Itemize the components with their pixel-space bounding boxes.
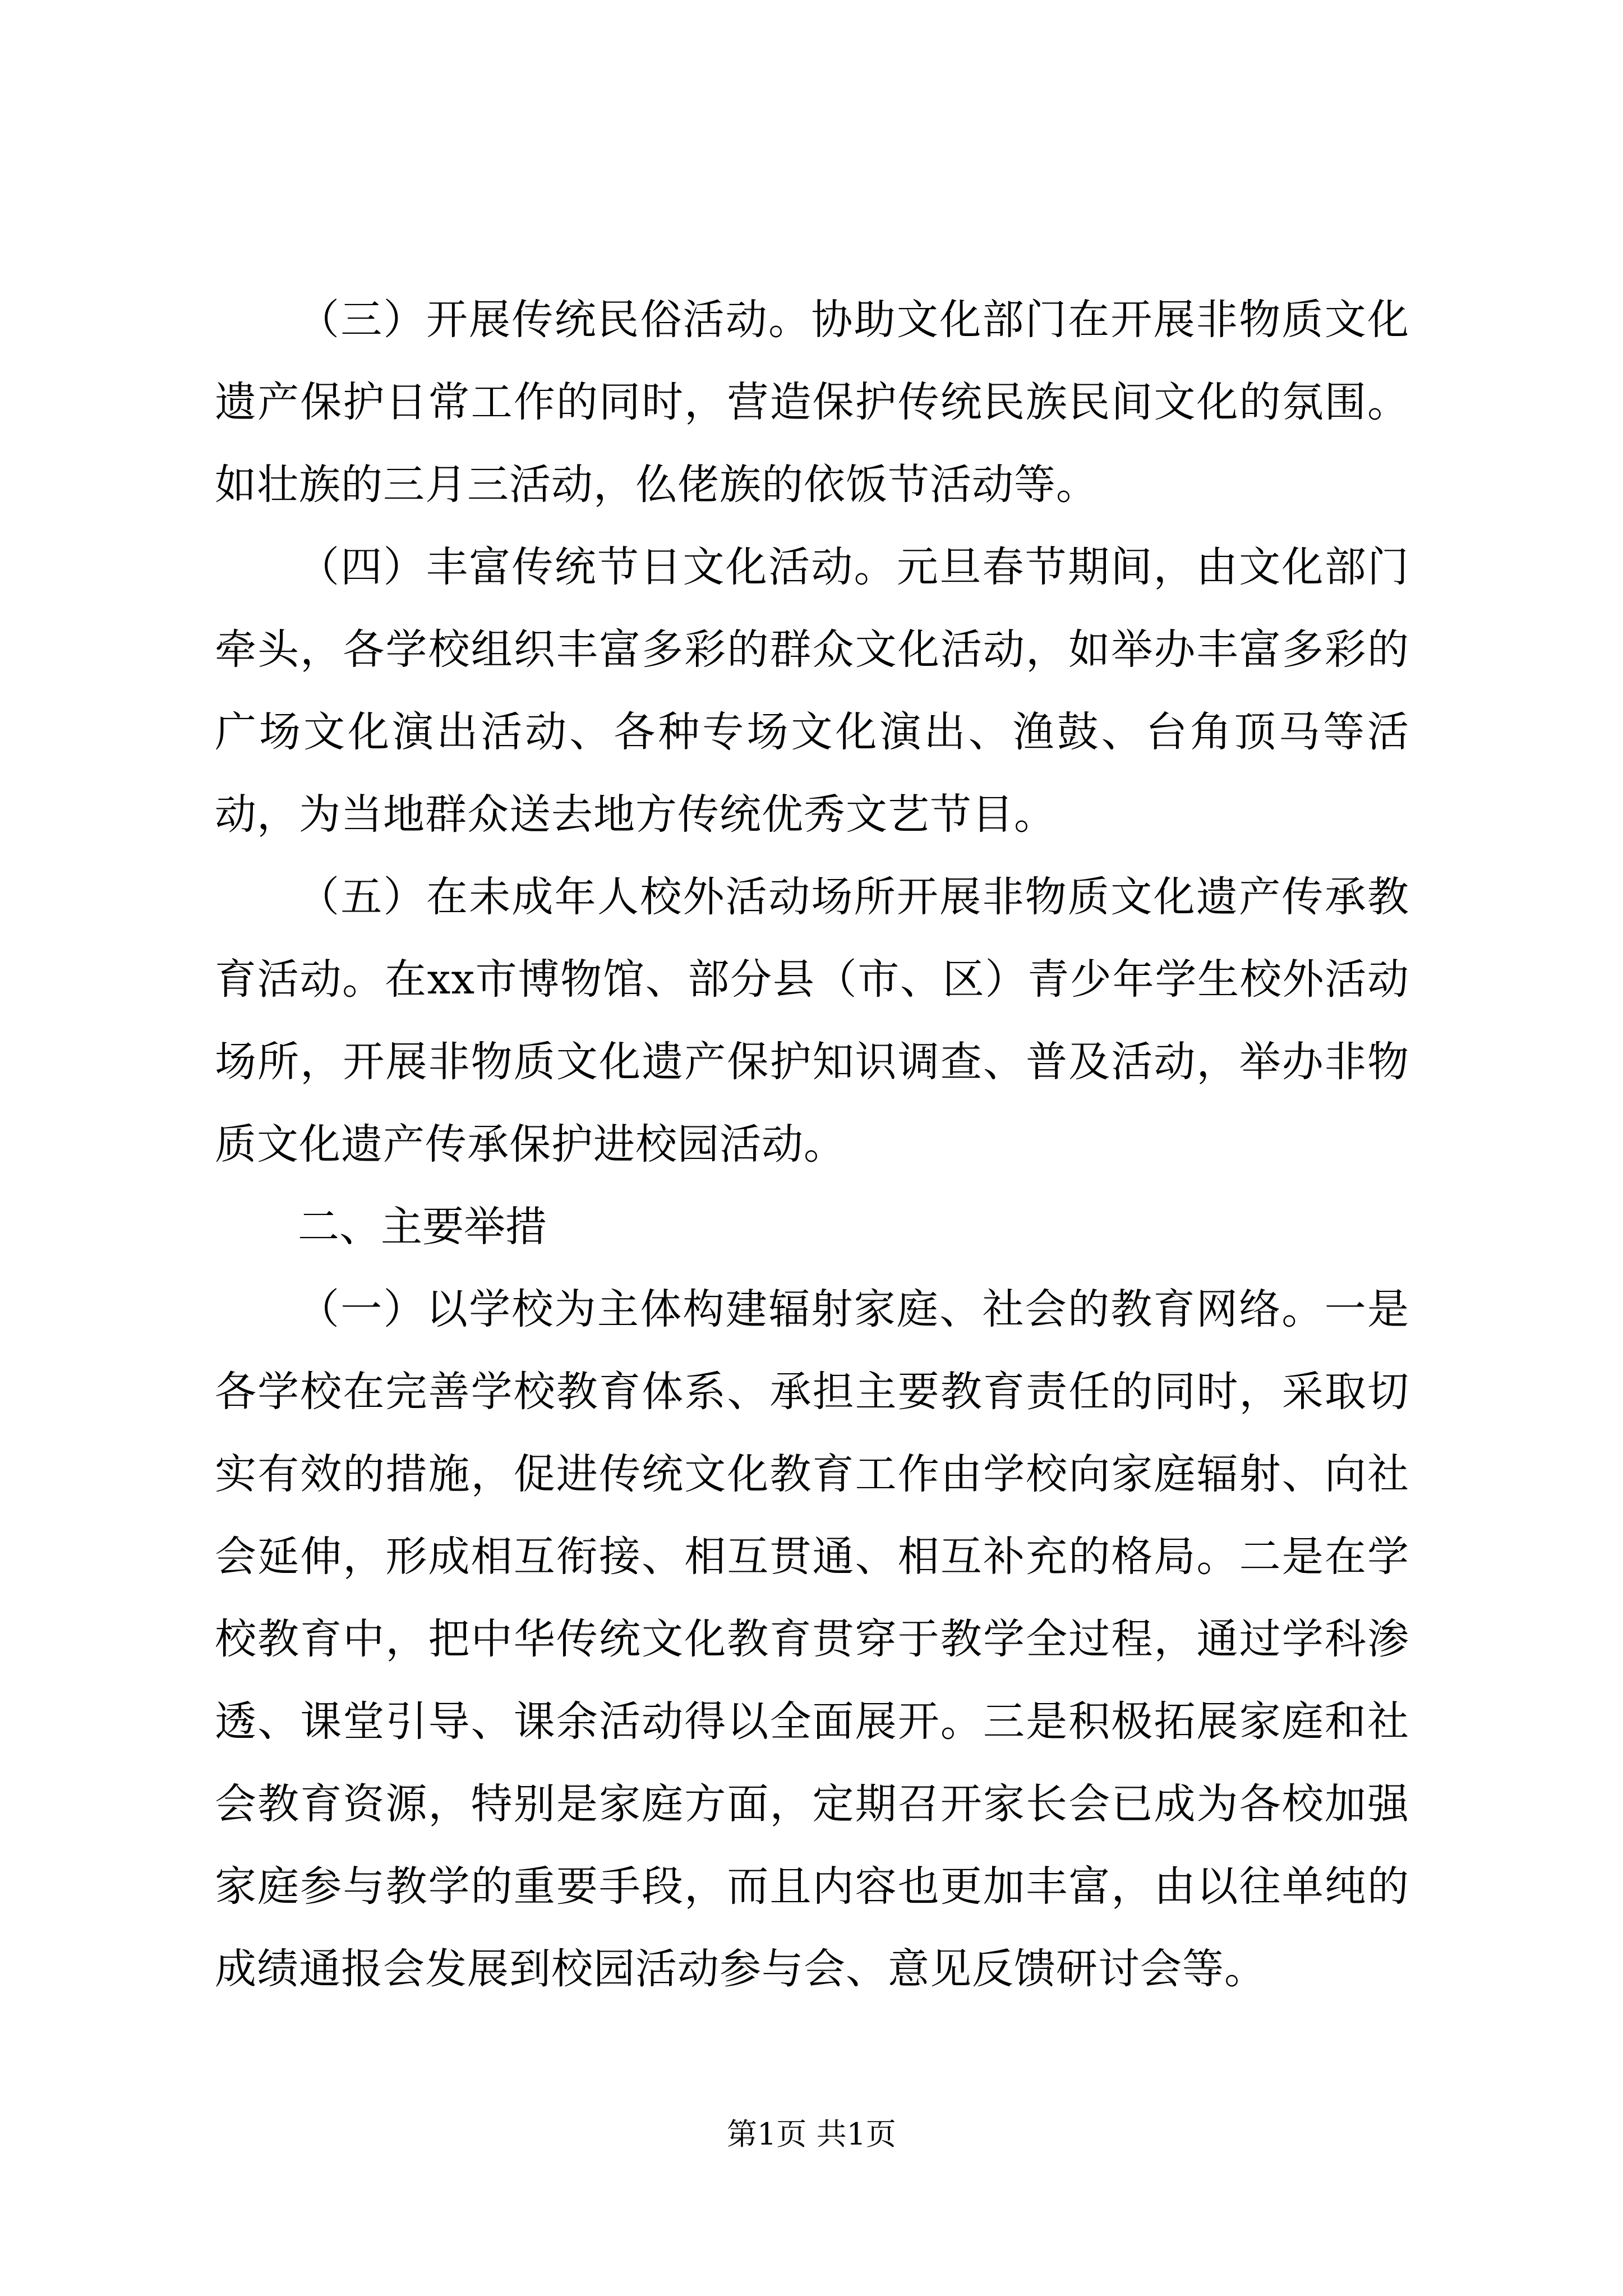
paragraph-heritage-education-activities: （五）在未成年人校外活动场所开展非物质文化遗产传承教育活动。在xx市博物馆、部分县（市、区）青少年学生校外活动场所，开展非物质文化遗产保护知识调查、普及活动，举办非物质文化遗产传承保护进校园活动。 bbox=[215, 873, 1409, 1168]
page-footer: 第1页 共1页 bbox=[727, 2116, 896, 2152]
document-body bbox=[215, 279, 1409, 2010]
paragraph-education-network: （一）以学校为主体构建辐射家庭、社会的教育网络。一是各学校在完善学校教育体系、承担主要教育责任的同时，采取切实有效的措施，促进传统文化教育工作由学校向家庭辐射、向社会延伸，形成相互衔接、相互贯通、相互补充的格局。二是在学校教育中，把中华传统文化教育贯穿于教学全过程，通过学科渗透、课堂引导、课余活动得以全面展开。三是积极拓展家庭和社会教育资源，特别是家庭方面，定期召开家长会已成为各校加强家庭参与教学的重要手段，而且内容也更加丰富，由以往单纯的成绩通报会发展到校园活动参与会、意见反馈研讨会等。 bbox=[215, 1285, 1409, 1993]
paragraph-traditional-folk-activities: （三）开展传统民俗活动。协助文化部门在开展非物质文化遗产保护日常工作的同时，营造保护传统民族民间文化的氛围。如壮族的三月三活动，仫佬族的依饭节活动等。 bbox=[215, 296, 1409, 509]
section-heading-main-measures: 二、主要举措 bbox=[298, 1203, 547, 1251]
paragraph-traditional-festival-activities: （四）丰富传统节日文化活动。元旦春节期间，由文化部门牵头，各学校组织丰富多彩的群众文化活动，如举办丰富多彩的广场文化演出活动、各种专场文化演出、渔鼓、台角顶马等活动，为当地群众送去地方传统优秀文艺节目。 bbox=[215, 543, 1409, 839]
